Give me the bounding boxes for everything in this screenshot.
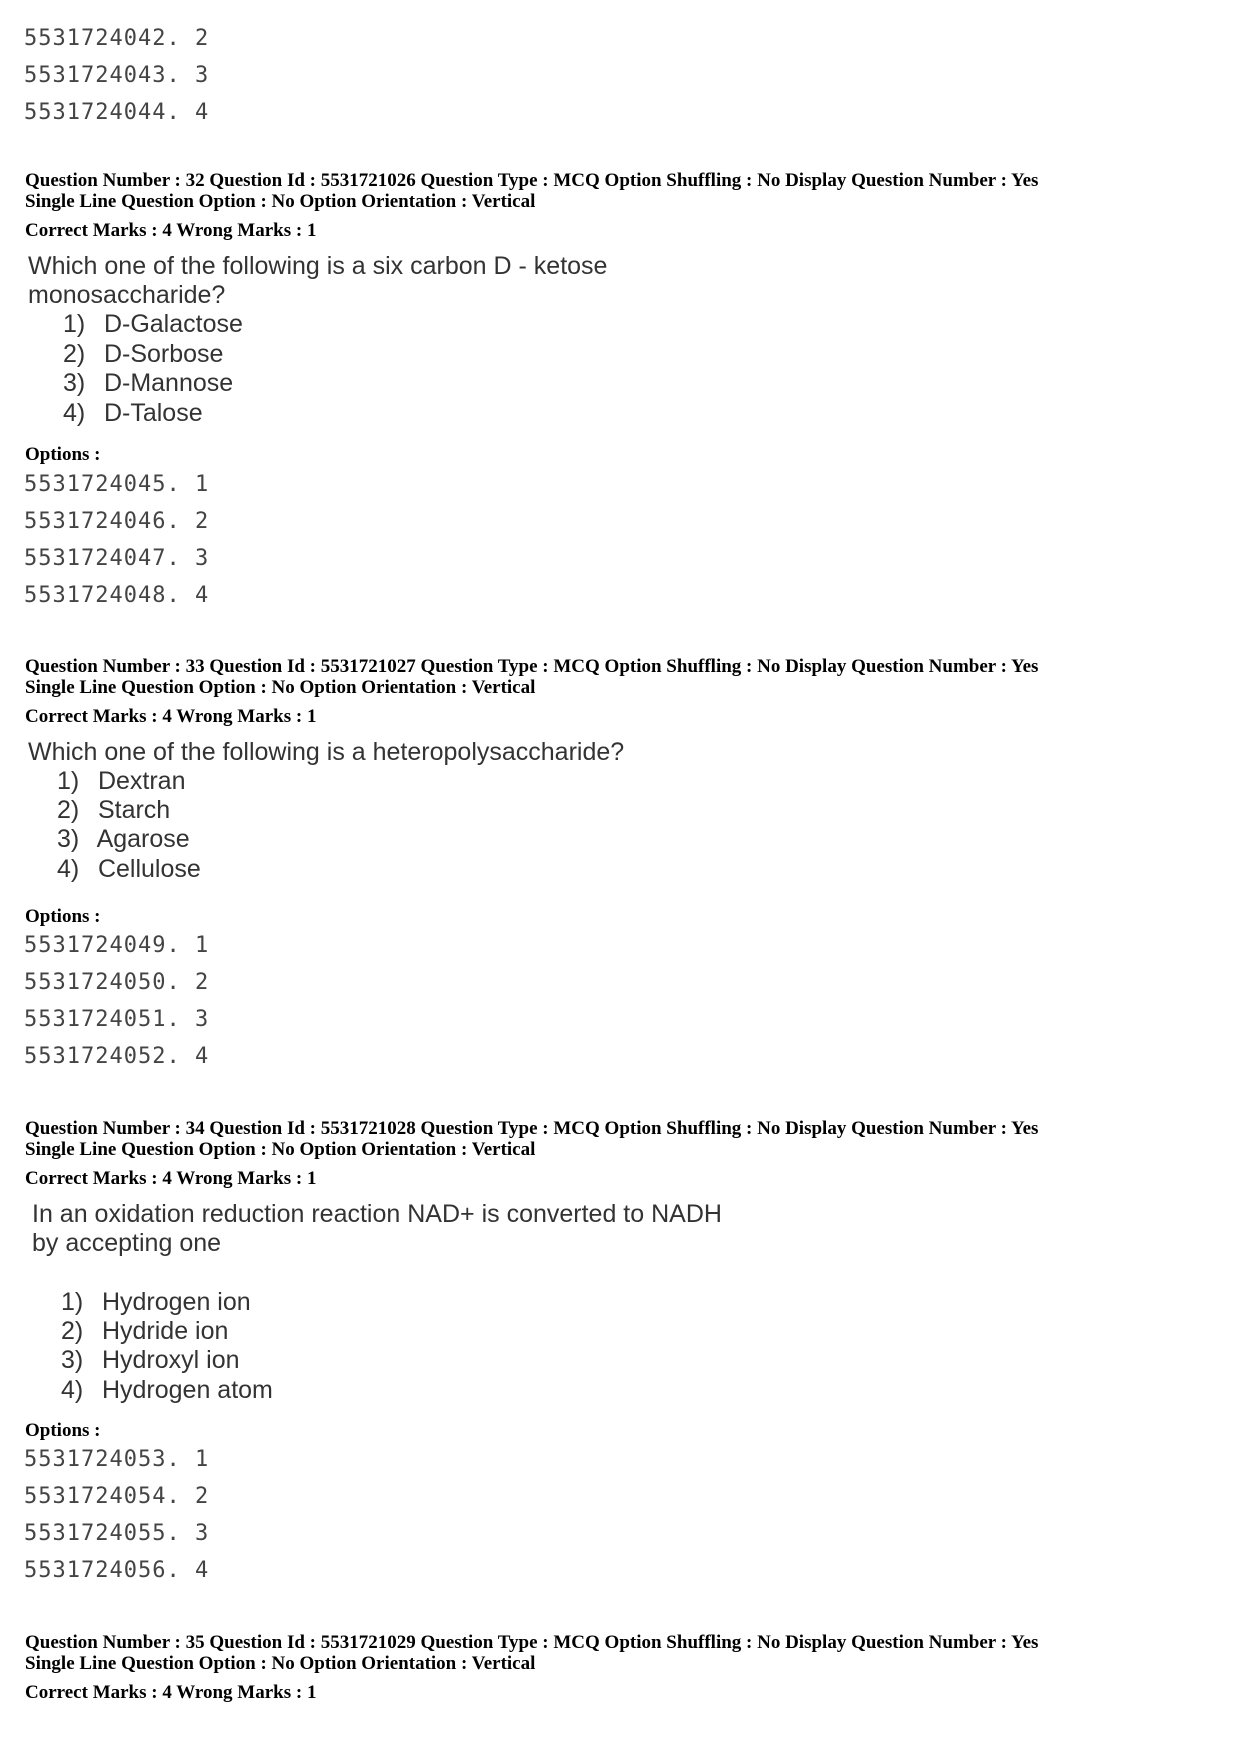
answer-choice <box>61 1288 251 1317</box>
option-id: 5531724049. 1 <box>24 933 210 958</box>
choice-number: 4) <box>61 1376 84 1404</box>
choice-text: Agarose <box>96 825 190 853</box>
option-id: 5531724051. 3 <box>24 1007 210 1032</box>
choice-text: D-Galactose <box>103 310 243 338</box>
option-id: 5531724042. 2 <box>24 26 210 51</box>
answer-choice <box>57 796 170 825</box>
options-label: Options : <box>25 906 101 927</box>
choice-text: Starch <box>97 796 171 824</box>
question-meta-line: Single Line Question Option : No Option Orientation : Vertical <box>25 191 536 212</box>
option-id: 5531724052. 4 <box>24 1044 210 1069</box>
options-label: Options : <box>25 444 101 465</box>
question-marks: Correct Marks : 4 Wrong Marks : 1 <box>25 1682 317 1703</box>
option-id: 5531724056. 4 <box>24 1558 210 1583</box>
choice-number: 1) <box>63 310 86 338</box>
choice-number: 3) <box>57 825 80 853</box>
choice-text: D-Mannose <box>103 369 234 397</box>
question-stem: In an oxidation reduction reaction NAD+ is converted to NADH <box>32 1200 722 1228</box>
choice-number: 2) <box>61 1317 84 1345</box>
answer-choice <box>57 767 186 796</box>
choice-text: Dextran <box>97 767 186 795</box>
choice-number: 3) <box>61 1346 84 1374</box>
answer-choice <box>63 340 223 369</box>
options-label: Options : <box>25 1420 101 1441</box>
option-id: 5531724055. 3 <box>24 1521 210 1546</box>
question-meta-line: Single Line Question Option : No Option Orientation : Vertical <box>25 1139 536 1160</box>
answer-choice <box>57 855 201 884</box>
choice-text: Hydrogen ion <box>101 1288 251 1316</box>
question-stem: monosaccharide? <box>28 281 226 309</box>
question-meta-line: Single Line Question Option : No Option Orientation : Vertical <box>25 677 536 698</box>
option-id: 5531724043. 3 <box>24 63 210 88</box>
choice-text: Hydrogen atom <box>101 1376 273 1404</box>
choice-text: Hydride ion <box>101 1317 229 1345</box>
answer-choice <box>63 369 233 398</box>
question-meta-line: Question Number : 32 Question Id : 5531721026 Question Type : MCQ Option Shuffling : No Display Question Number : Yes <box>25 170 1039 191</box>
option-id: 5531724053. 1 <box>24 1447 210 1472</box>
option-id: 5531724050. 2 <box>24 970 210 995</box>
choice-number: 2) <box>57 796 80 824</box>
option-id: 5531724048. 4 <box>24 583 210 608</box>
question-meta-line: Question Number : 35 Question Id : 5531721029 Question Type : MCQ Option Shuffling : No Display Question Number : Yes <box>25 1632 1039 1653</box>
question-meta-line: Single Line Question Option : No Option Orientation : Vertical <box>25 1653 536 1674</box>
question-meta-line: Question Number : 33 Question Id : 5531721027 Question Type : MCQ Option Shuffling : No Display Question Number : Yes <box>25 656 1039 677</box>
option-id: 5531724054. 2 <box>24 1484 210 1509</box>
option-id: 5531724047. 3 <box>24 546 210 571</box>
option-id: 5531724044. 4 <box>24 100 210 125</box>
option-id: 5531724046. 2 <box>24 509 210 534</box>
choice-number: 4) <box>57 855 80 883</box>
answer-choice <box>57 825 190 854</box>
answer-choice <box>63 310 243 339</box>
question-stem: by accepting one <box>32 1229 222 1257</box>
choice-number: 2) <box>63 340 86 368</box>
choice-number: 1) <box>61 1288 84 1316</box>
answer-choice <box>61 1376 273 1405</box>
question-marks: Correct Marks : 4 Wrong Marks : 1 <box>25 706 317 727</box>
question-stem: Which one of the following is a six carbon D - ketose <box>28 252 608 280</box>
answer-choice <box>61 1317 228 1346</box>
choice-number: 4) <box>63 399 86 427</box>
choice-text: Hydroxyl ion <box>101 1346 240 1374</box>
answer-choice <box>61 1346 240 1375</box>
question-marks: Correct Marks : 4 Wrong Marks : 1 <box>25 1168 317 1189</box>
choice-text: D-Talose <box>103 399 203 427</box>
choice-number: 1) <box>57 767 80 795</box>
question-marks: Correct Marks : 4 Wrong Marks : 1 <box>25 220 317 241</box>
question-stem: Which one of the following is a heteropolysaccharide? <box>28 738 625 766</box>
choice-text: Cellulose <box>97 855 201 883</box>
option-id: 5531724045. 1 <box>24 472 210 497</box>
answer-choice <box>63 399 203 428</box>
choice-text: D-Sorbose <box>103 340 224 368</box>
question-meta-line: Question Number : 34 Question Id : 5531721028 Question Type : MCQ Option Shuffling : No Display Question Number : Yes <box>25 1118 1039 1139</box>
choice-number: 3) <box>63 369 86 397</box>
